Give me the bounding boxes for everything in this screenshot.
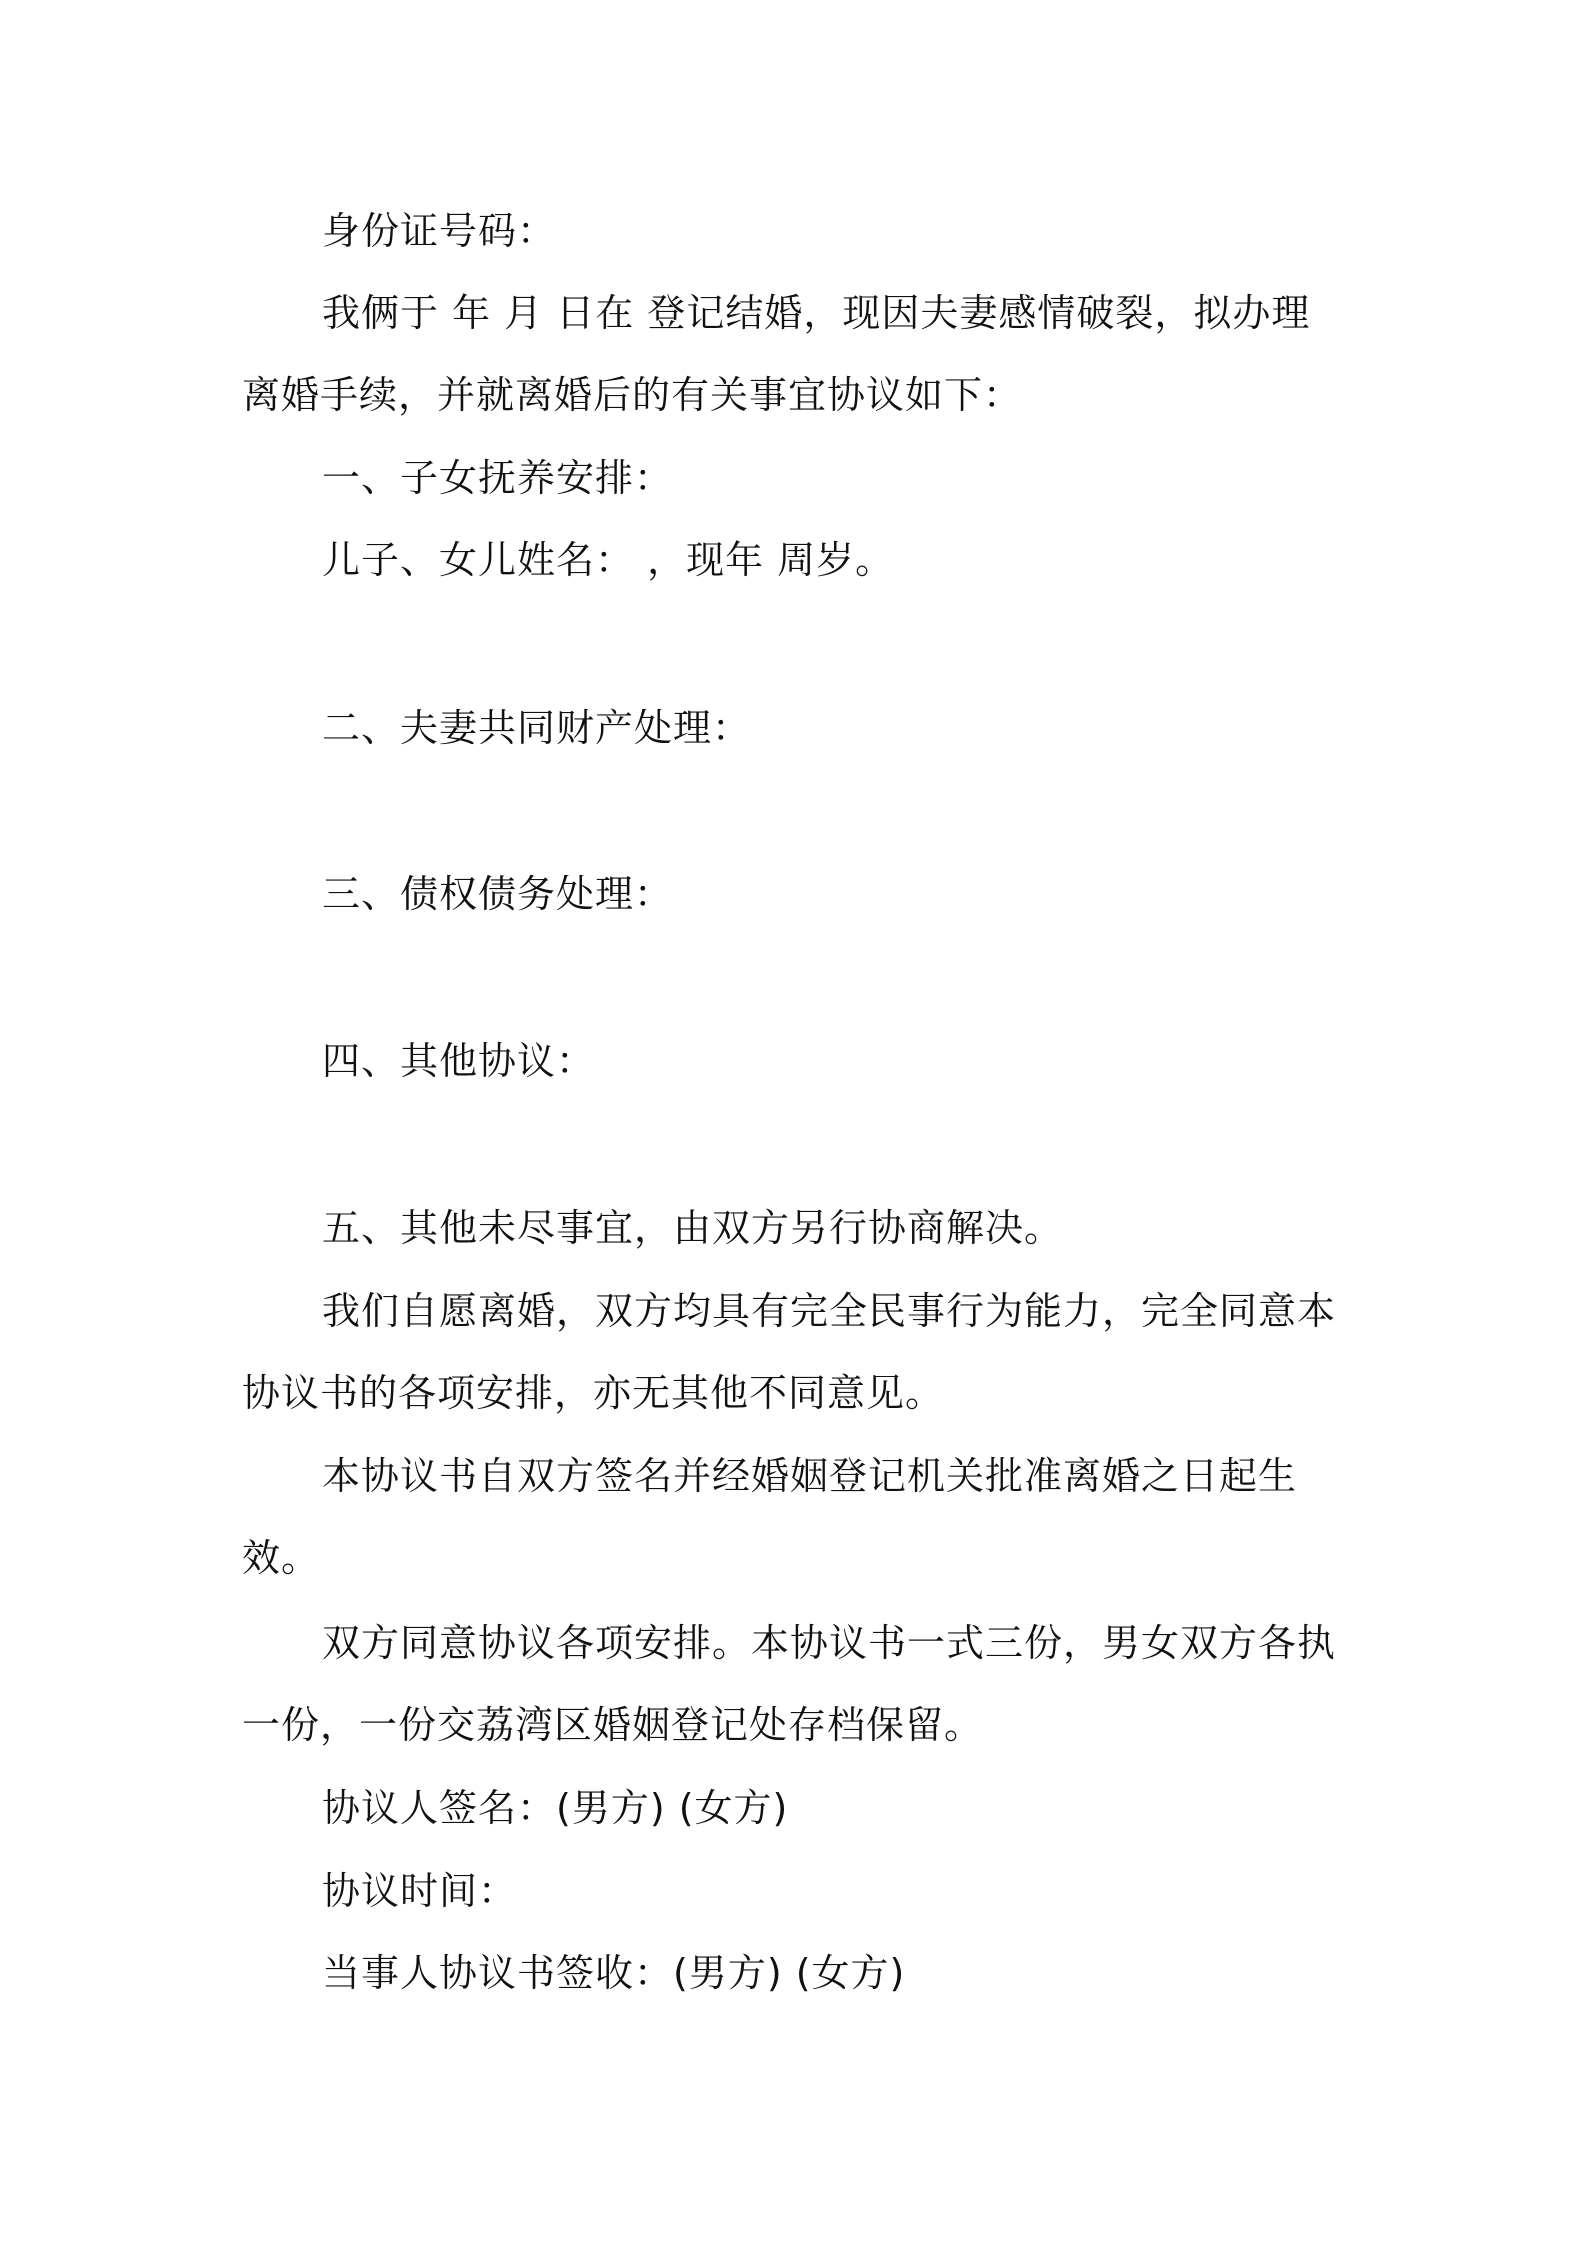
section-3-heading: 三、债权债务处理：: [322, 872, 674, 916]
section-5-heading: 五、其他未尽事宜，由双方另行协商解决。: [322, 1206, 1064, 1250]
receipt-signature-line: 当事人协议书签收：(男方) (女方): [322, 1951, 906, 1995]
effective-clause-line-2: 效。: [242, 1536, 321, 1580]
effective-clause-line-1: 本协议书自双方签名并经婚姻登记机关批准离婚之日起生: [322, 1454, 1298, 1498]
children-info-line: 儿子、女儿姓名： ，现年 周岁。: [322, 538, 895, 582]
section-2-heading: 二、夫妻共同财产处理：: [322, 706, 752, 750]
voluntary-divorce-line-1: 我们自愿离婚，双方均具有完全民事行为能力，完全同意本: [322, 1289, 1337, 1333]
section-4-heading: 四、其他协议：: [322, 1039, 596, 1083]
marriage-statement-line-2: 离婚手续，并就离婚后的有关事宜协议如下：: [242, 373, 1023, 417]
agreement-date-line: 协议时间：: [322, 1869, 518, 1913]
id-number-label: 身份证号码：: [322, 209, 557, 253]
copies-clause-line-1: 双方同意协议各项安排。本协议书一式三份，男女双方各执: [322, 1621, 1337, 1665]
copies-clause-line-2: 一份，一份交荔湾区婚姻登记处存档保留。: [242, 1703, 984, 1747]
section-1-heading: 一、子女抚养安排：: [322, 456, 674, 500]
signature-line: 协议人签名：(男方) (女方): [322, 1786, 789, 1830]
voluntary-divorce-line-2: 协议书的各项安排，亦无其他不同意见。: [242, 1371, 945, 1415]
marriage-statement-line-1: 我俩于 年 月 日在 登记结婚，现因夫妻感情破裂，拟办理: [322, 291, 1311, 335]
